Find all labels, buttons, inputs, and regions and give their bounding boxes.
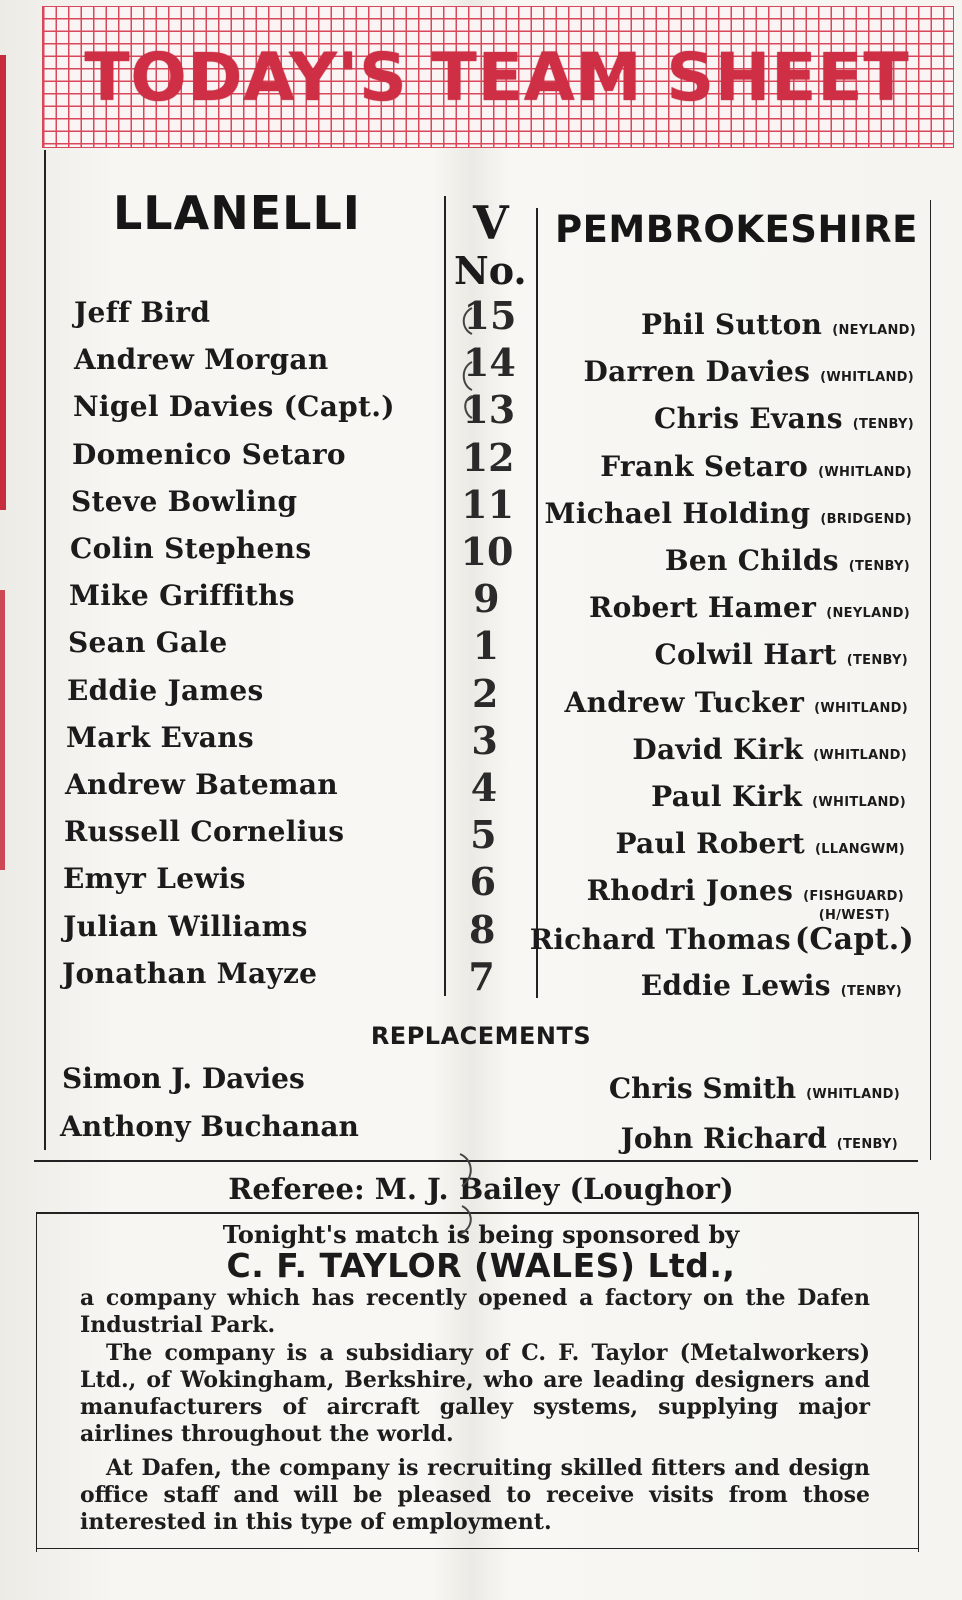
number-column-header: No. — [454, 248, 527, 293]
home-player-name: Jonathan Mayze — [62, 956, 318, 990]
away-player-name: Darren Davies — [583, 355, 811, 389]
club-label: (LLANGWM) — [814, 842, 905, 858]
home-player-name: Domenico Setaro — [72, 437, 346, 471]
home-player-name: Mark Evans — [66, 720, 254, 754]
jersey-number: 7 — [468, 953, 495, 999]
page-title: TODAY'S TEAM SHEET — [84, 39, 910, 116]
away-player-name: Andrew Tucker — [564, 685, 805, 719]
page-edge-mark — [0, 55, 6, 510]
away-player — [651, 780, 906, 813]
away-player-name: Eddie Lewis — [640, 968, 831, 1002]
away-player-name: Rhodri Jones — [586, 874, 794, 908]
jersey-number: 12 — [461, 434, 515, 480]
sponsor-paragraph-3: At Dafen, the company is recruiting skilled fitters and design office staff and will be pleased to receive visits from those interested in this type of employment. — [80, 1455, 870, 1535]
club-label: (WHITLAND) — [806, 1087, 900, 1102]
home-player-name: Colin Stephens — [70, 532, 312, 565]
club-label: (WHITLAND) — [814, 700, 908, 716]
home-player-name: Nigel Davies (Capt.) — [73, 390, 395, 424]
away-player-name: Frank Setaro — [600, 449, 809, 483]
captain-marker — [794, 907, 914, 957]
home-player-name: Eddie James — [67, 673, 264, 707]
away-player-name: Richard Thomas — [529, 922, 791, 956]
club-label: (NEYLAND) — [832, 323, 916, 338]
away-player-name: Paul Kirk — [651, 780, 803, 813]
jersey-number: 4 — [470, 765, 498, 810]
home-player-name: Julian Williams — [63, 909, 308, 943]
jersey-number: 10 — [460, 529, 514, 574]
replacements-title: REPLACEMENTS — [370, 1022, 592, 1050]
away-player — [654, 638, 908, 671]
replacement-away-2 — [621, 1122, 898, 1155]
club-label: (NEYLAND) — [826, 606, 910, 622]
sponsor-name: C. F. TAYLOR (WALES) Ltd., — [226, 1246, 736, 1285]
club-label: (WHITLAND) — [818, 464, 912, 480]
away-player-name: David Kirk — [632, 732, 804, 766]
club-label: (TENBY) — [840, 983, 902, 999]
club-label: (TENBY) — [836, 1137, 898, 1152]
away-player-name: Chris Evans — [654, 402, 843, 436]
away-player-name: Michael Holding — [544, 496, 811, 530]
club-label: (TENBY) — [852, 417, 914, 433]
club-label: (WHITLAND) — [820, 370, 914, 386]
referee-line: Referee: M. J. Bailey (Loughor) — [228, 1172, 734, 1206]
away-player — [587, 874, 904, 907]
club-label: (TENBY) — [848, 559, 910, 574]
home-team-name: LLANELLI — [113, 186, 361, 240]
staple-icon — [452, 1150, 482, 1240]
away-player — [565, 686, 908, 719]
away-player — [589, 591, 910, 624]
versus-label: V — [473, 196, 509, 250]
replacement-home-1: Simon J. Davies — [62, 1062, 305, 1095]
home-player-name: Russell Cornelius — [64, 815, 345, 849]
home-player-name: Andrew Bateman — [65, 768, 338, 801]
home-player-name: Steve Bowling — [71, 484, 298, 518]
club-label: (TENBY) — [846, 653, 908, 669]
home-player-name: Sean Gale — [68, 626, 228, 660]
club-label: (FISHGUARD) — [803, 889, 904, 905]
divider-right — [536, 208, 538, 998]
away-player — [545, 497, 912, 530]
sponsor-intro: Tonight's match is being sponsored by — [222, 1220, 740, 1249]
captain-label: (Capt.) — [794, 921, 914, 957]
left-border — [44, 150, 46, 1150]
club-label: (WHITLAND) — [812, 795, 906, 810]
jersey-number: 9 — [473, 576, 500, 622]
away-player — [600, 450, 912, 483]
home-player-name: Jeff Bird — [74, 296, 211, 329]
away-player — [654, 402, 914, 435]
divider-left — [444, 196, 446, 996]
jersey-number: 2 — [471, 670, 499, 716]
jersey-number: 6 — [469, 859, 497, 905]
away-player-name: Colwil Hart — [654, 638, 837, 672]
away-player — [641, 969, 902, 1002]
jersey-number: 1 — [472, 623, 500, 669]
away-player-name: Phil Sutton — [641, 308, 823, 341]
away-player-name: Paul Robert — [615, 827, 805, 861]
jersey-number: 11 — [461, 481, 515, 527]
away-player — [641, 308, 916, 341]
staple-icon — [458, 300, 488, 430]
sponsor-paragraph-1: a company which has recently opened a factory on the Dafen Industrial Park. — [80, 1285, 870, 1338]
jersey-number: 15 — [463, 293, 517, 338]
away-player — [665, 544, 910, 577]
sponsor-paragraph-2: The company is a subsidiary of C. F. Taylor (Metalworkers) Ltd., of Wokingham, Berkshire, who are leading designers and manufacturers of aircraft galley systems, supplying major airlines throughout the world. — [80, 1340, 870, 1447]
jersey-number: 14 — [462, 340, 516, 386]
jersey-number: 3 — [471, 717, 498, 763]
jersey-number: 13 — [462, 387, 516, 433]
away-player — [529, 907, 914, 957]
right-border — [930, 200, 931, 1160]
replacement-home-2: Anthony Buchanan — [60, 1110, 359, 1143]
replacement-away-1 — [609, 1072, 900, 1105]
page-edge-mark — [0, 590, 5, 870]
club-label: (BRIDGEND) — [820, 511, 912, 527]
away-player — [615, 827, 905, 860]
away-player — [632, 733, 907, 766]
away-team-name: PEMBROKESHIRE — [555, 208, 918, 251]
jersey-number: 8 — [468, 906, 496, 952]
away-player-name: Robert Hamer — [589, 591, 817, 625]
home-player-name: Mike Griffiths — [69, 579, 295, 613]
sponsor-bottom-rule — [36, 1548, 918, 1549]
replacement-away-name: Chris Smith — [608, 1072, 797, 1105]
club-label: (WHITLAND) — [813, 747, 907, 763]
jersey-number: 5 — [470, 812, 497, 858]
home-player-name: Andrew Morgan — [74, 343, 329, 377]
away-player-name: Ben Childs — [664, 544, 839, 577]
replacement-away-name: John Richard — [620, 1122, 827, 1155]
club-label: (H/WEST) — [818, 907, 891, 923]
home-player-name: Emyr Lewis — [63, 862, 246, 896]
away-player — [584, 355, 914, 388]
